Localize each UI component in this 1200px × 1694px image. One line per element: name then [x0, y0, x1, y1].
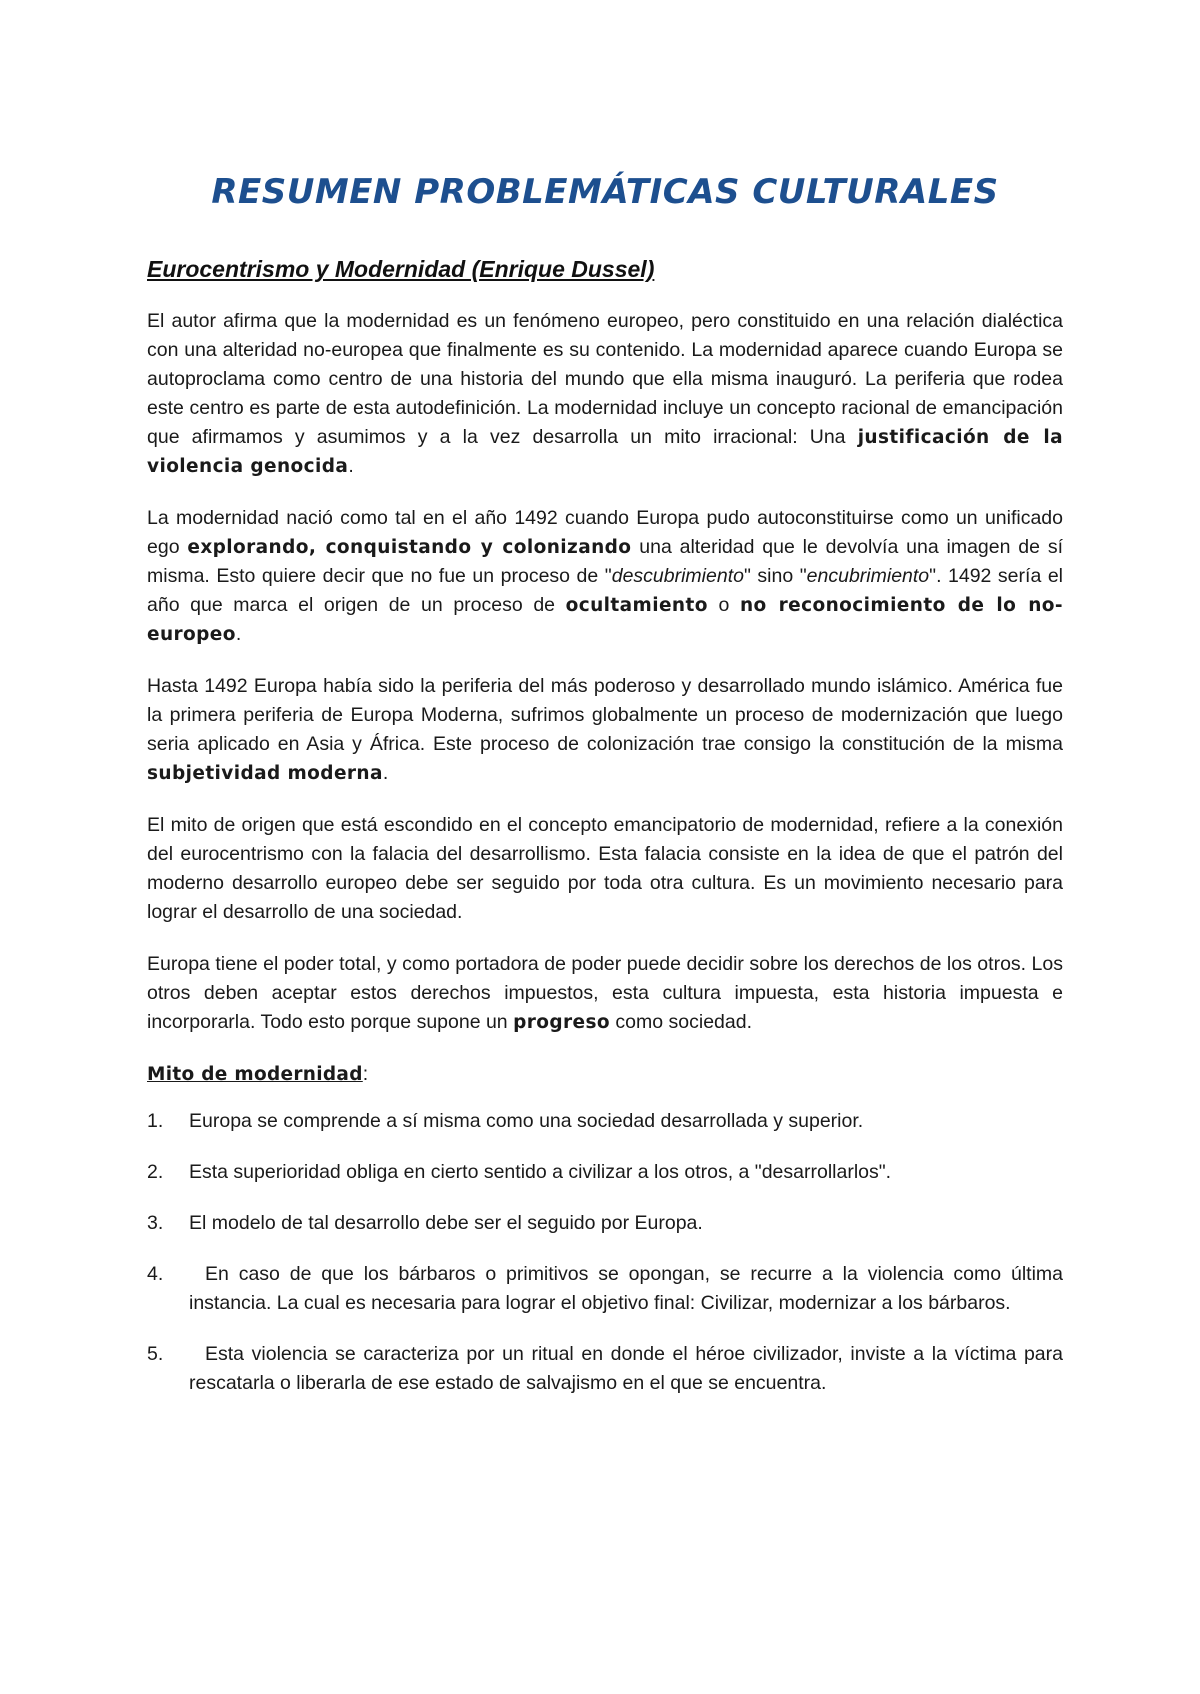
- list-item: [147, 1158, 1063, 1187]
- paragraph-2-bold-1: explorando, conquistando y colonizando: [187, 537, 632, 558]
- paragraph-3: [147, 672, 1063, 788]
- paragraph-2: [147, 504, 1063, 649]
- section-heading: Eurocentrismo y Modernidad (Enrique Dussel): [147, 256, 655, 282]
- paragraph-2-text-5: o: [707, 594, 740, 616]
- paragraph-2-text-3: " sino ": [743, 565, 807, 587]
- paragraph-5-text-2: como sociedad.: [610, 1011, 752, 1033]
- paragraph-1-text-2: .: [348, 455, 354, 477]
- paragraph-2-italic-1: descubrimiento: [611, 565, 744, 587]
- paragraph-3-bold-1: subjetividad moderna: [147, 763, 383, 784]
- paragraph-2-bold-3: no reconocimiento de lo no-europeo: [147, 595, 1063, 645]
- paragraph-5-bold-1: progreso: [513, 1012, 610, 1033]
- list-item: [147, 1260, 1063, 1318]
- paragraph-3-text-1: Hasta 1492 Europa había sido la periferia del más poderoso y desarrollado mundo islámico. América fue la primera periferia de Europa Moderna, sufrimos globalmente un proceso de modernización que luego seria aplicado en Asia y África. Este proceso de colonización trae consigo la constitución de la misma: [147, 675, 1063, 755]
- paragraph-5-text-1: Europa tiene el poder total, y como portadora de poder puede decidir sobre los derechos de los otros. Los otros deben aceptar estos derechos impuestos, esta cultura impuesta, esta historia impuesta e incorporarla. Todo esto porque supone un: [147, 953, 1063, 1033]
- paragraph-2-bold-2: ocultamiento: [565, 595, 708, 616]
- document-title: RESUMEN PROBLEMÁTICAS CULTURALES: [211, 172, 999, 212]
- list-item: [147, 1107, 1063, 1136]
- myth-heading-label: Mito de modernidad: [147, 1064, 363, 1085]
- list-item-number: 4.: [147, 1263, 164, 1285]
- list-item-text: Europa se comprende a sí misma como una sociedad desarrollada y superior.: [189, 1110, 864, 1132]
- paragraph-2-text-2: una alteridad que le devolvía una imagen de sí misma. Esto quiere decir que no fue un proceso de ": [147, 536, 1063, 587]
- paragraph-2-text-6: .: [235, 623, 242, 645]
- list-item-number: 3.: [147, 1212, 164, 1234]
- paragraph-2-italic-2: encubrimiento: [806, 565, 930, 587]
- paragraph-1: [147, 307, 1063, 481]
- list-item: [147, 1340, 1063, 1398]
- myth-list: [147, 1107, 1063, 1398]
- list-item-text: Esta superioridad obliga en cierto sentido a civilizar a los otros, a "desarrollarlos".: [189, 1161, 892, 1183]
- myth-heading-colon: :: [362, 1063, 369, 1085]
- myth-heading: [147, 1060, 1063, 1089]
- paragraph-2-text-4: ". 1492 sería el año que marca el origen de un proceso de: [147, 565, 1064, 616]
- paragraph-5: [147, 950, 1063, 1037]
- paragraph-1-text-1: El autor afirma que la modernidad es un fenómeno europeo, pero constituido en una relación dialéctica con una alteridad no-europea que finalmente es su contenido. La modernidad aparece cuando Europa se autoproclama como centro de una historia del mundo que ella misma inauguró. La periferia que rodea este centro es parte de esta autodefinición. La modernidad incluye un concepto racional de emancipación que afirmamos y asumimos y a la vez desarrolla un mito irracional: Una: [147, 310, 1063, 448]
- list-item-text: El modelo de tal desarrollo debe ser el seguido por Europa.: [189, 1212, 703, 1234]
- list-item-text: Esta violencia se caracteriza por un ritual en donde el héroe civilizador, inviste a la víctima para rescatarla o liberarla de ese estado de salvajismo en el que se encuentra.: [189, 1343, 1063, 1394]
- list-item: [147, 1209, 1063, 1238]
- paragraph-4-text-1: El mito de origen que está escondido en el concepto emancipatorio de modernidad, refiere a la conexión del eurocentrismo con la falacia del desarrollismo. Esta falacia consiste en la idea de que el patrón del moderno desarrollo europeo debe ser seguido por toda otra cultura. Es un movimiento necesario para lograr el desarrollo de una sociedad.: [147, 814, 1063, 923]
- paragraph-3-text-2: .: [382, 762, 389, 784]
- paragraph-2-text-1: La modernidad nació como tal en el año 1492 cuando Europa pudo autoconstituirse como un unificado ego: [147, 507, 1063, 558]
- list-item-number: 2.: [147, 1161, 164, 1183]
- list-item-number: 5.: [147, 1343, 164, 1365]
- list-item-number: 1.: [147, 1110, 164, 1132]
- document-page: [147, 172, 1063, 1420]
- paragraph-1-bold-1: justificación de la violencia genocida: [147, 427, 1063, 477]
- list-item-text: En caso de que los bárbaros o primitivos se opongan, se recurre a la violencia como última instancia. La cual es necesaria para lograr el objetivo final: Civilizar, modernizar a los bárbaros.: [189, 1263, 1063, 1314]
- paragraph-4: [147, 811, 1063, 927]
